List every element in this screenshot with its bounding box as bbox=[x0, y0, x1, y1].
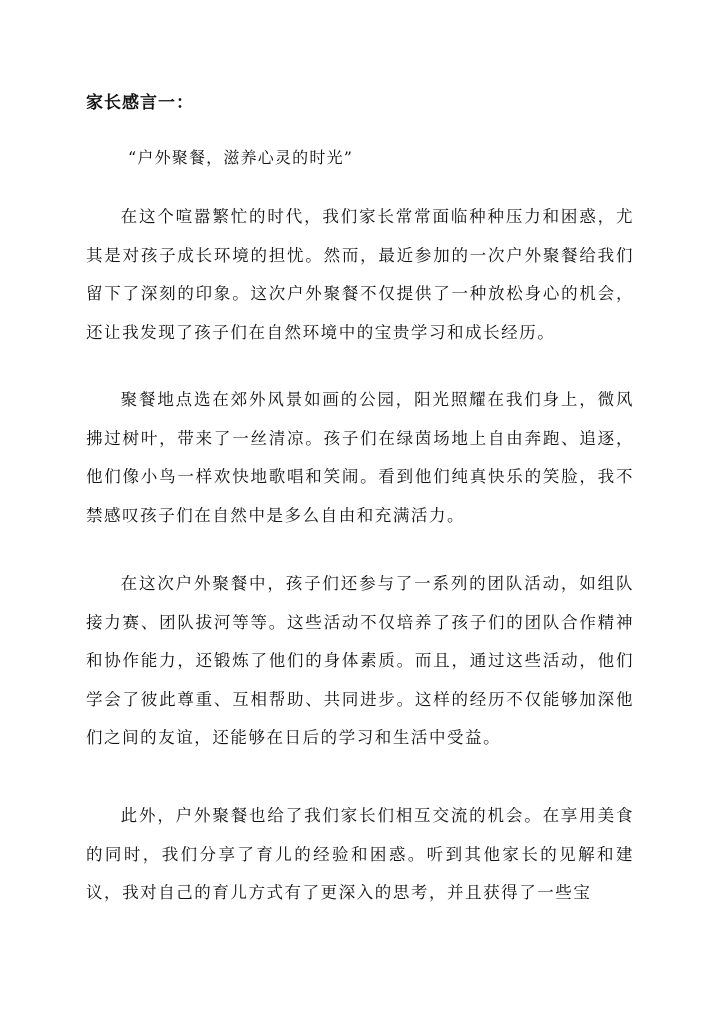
document-title: 家长感言一： bbox=[86, 93, 194, 113]
paragraph-1: 在这个喧嚣繁忙的时代，我们家长常常面临种种压力和困惑，尤其是对孩子成长环境的担忧。然而，最近参加的一次户外聚餐给我们留下了深刻的印象。这次户外聚餐不仅提供了一种放松身心的机会，还让我发现了孩子们在自然环境中的宝贵学习和成长经历。 bbox=[86, 207, 634, 342]
paragraph-3: 在这次户外聚餐中，孩子们还参与了一系列的团队活动，如组队接力赛、团队拔河等等。这些活动不仅培养了孩子们的团队合作精神和协作能力，还锻炼了他们的身体素质。而且，通过这些活动，他们学会了彼此尊重、互相帮助、共同进步。这样的经历不仅能够加深他们之间的友谊，还能够在日后的学习和生活中受益。 bbox=[86, 574, 634, 748]
paragraph-2: 聚餐地点选在郊外风景如画的公园，阳光照耀在我们身上，微风拂过树叶，带来了一丝清凉。孩子们在绿茵场地上自由奔跑、追逐，他们像小鸟一样欢快地歌唱和笑闹。看到他们纯真快乐的笑脸，我不禁感叹孩子们在自然中是多么自由和充满活力。 bbox=[86, 390, 634, 525]
document-subtitle: “户外聚餐，滋养心灵的时光” bbox=[128, 148, 354, 167]
paragraph-4: 此外，户外聚餐也给了我们家长们相互交流的机会。在享用美食的同时，我们分享了育儿的经验和困惑。听到其他家长的见解和建议，我对自己的育儿方式有了更深入的思考，并且获得了一些宝 bbox=[86, 806, 634, 903]
